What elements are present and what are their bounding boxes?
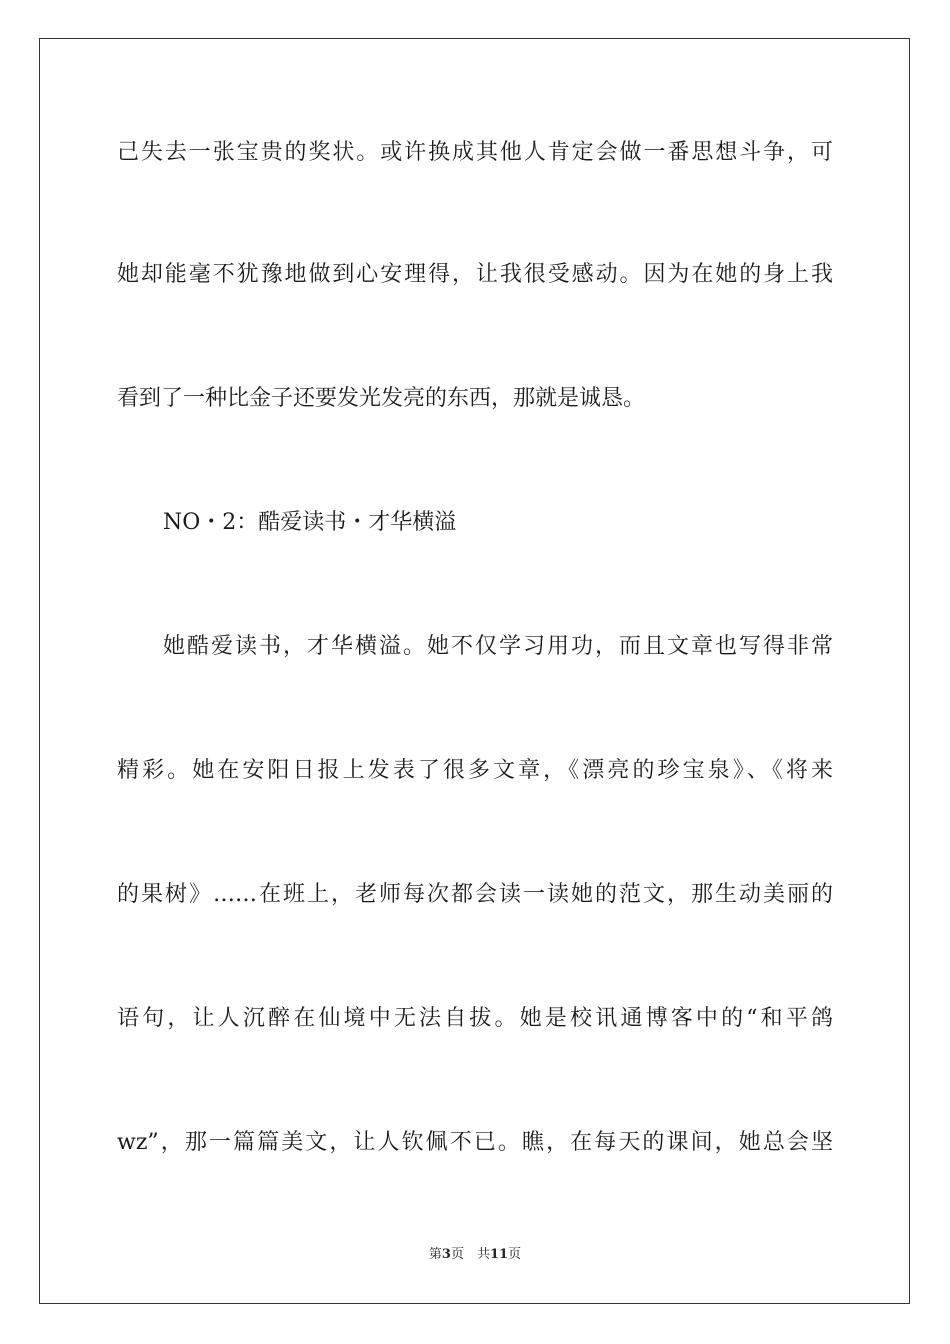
paragraph-1-line-2: 她却能毫不犹豫地做到心安理得，让我很受感动。因为在她的身上我 — [117, 262, 833, 287]
page-border — [39, 38, 910, 1304]
footer-page-prefix: 第 — [428, 1247, 442, 1262]
page-footer — [0, 1246, 950, 1264]
paragraph-1-line-1: 己失去一张宝贵的奖状。或许换成其他人肯定会做一番思想斗争，可 — [117, 140, 833, 165]
footer-page-total: 11 — [489, 1247, 509, 1262]
paragraph-2-line-4: 语句，让人沉醉在仙境中无法自拔。她是校讯通博客中的“和平鸽 — [117, 1006, 833, 1031]
footer-page-mid: 页 共 — [450, 1247, 490, 1262]
paragraph-2-line-2: 精彩。她在安阳日报上发表了很多文章，《漂亮的珍宝泉》、《将来 — [117, 758, 833, 783]
footer-page-current: 3 — [441, 1247, 451, 1262]
paragraph-2-line-5: wz”，那一篇篇美文，让人钦佩不已。瞧，在每天的课间，她总会坚 — [117, 1130, 833, 1155]
paragraph-1-line-3: 看到了一种比金子还要发光发亮的东西，那就是诚恳。 — [117, 386, 646, 411]
section-heading: NO・2：酷爱读书・才华横溢 — [163, 510, 457, 535]
paragraph-2-line-3: 的果树》……在班上，老师每次都会读一读她的范文，那生动美丽的 — [117, 882, 833, 907]
paragraph-2-line-1: 她酷爱读书，才华横溢。她不仅学习用功，而且文章也写得非常 — [163, 634, 833, 659]
footer-page-suffix: 页 — [508, 1247, 522, 1262]
